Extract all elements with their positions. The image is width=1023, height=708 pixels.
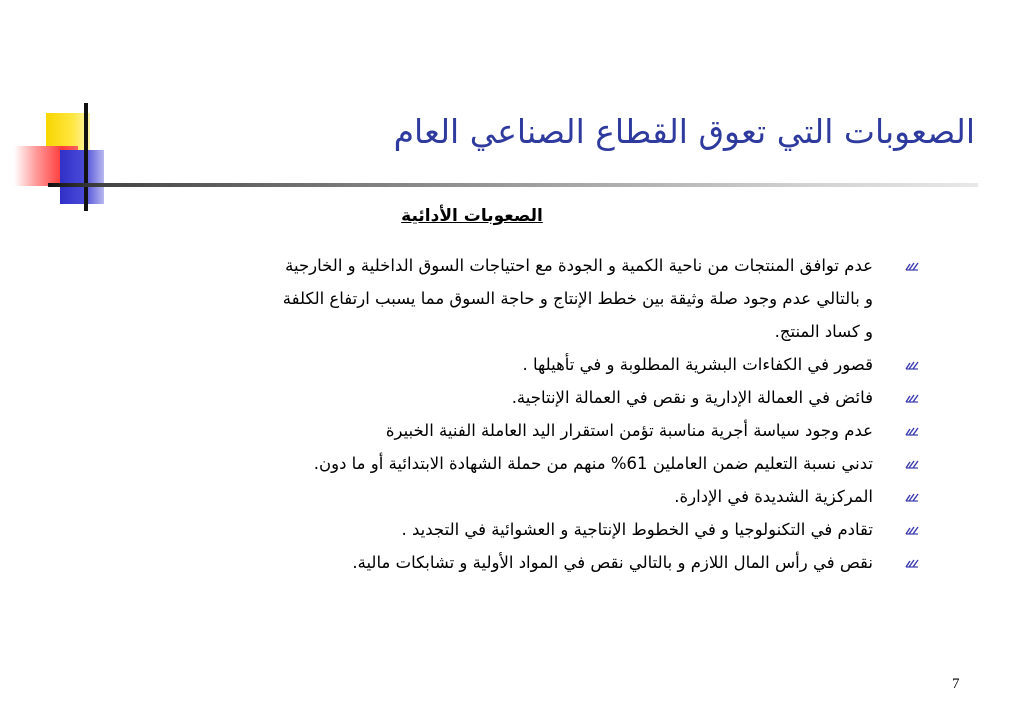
bullet-item (135, 414, 895, 447)
logo-blue-square (60, 150, 104, 204)
bullet-list (135, 249, 895, 579)
bullet-item (135, 513, 895, 546)
section-subheading: الصعوبات الأدائية (401, 206, 543, 226)
bullet-text-line: عدم وجود سياسة أجرية مناسبة تؤمن استقرار اليد العاملة الفنية الخبيرة (385, 421, 873, 440)
page-number: 7 (952, 676, 960, 692)
bullet-text-line: المركزية الشديدة في الإدارة. (674, 487, 873, 506)
diagonal-stripes-bullet-icon (905, 426, 919, 436)
bullet-item (135, 447, 895, 480)
diagonal-stripes-bullet-icon (905, 558, 919, 568)
diagonal-stripes-bullet-icon (905, 492, 919, 502)
title-divider (48, 183, 978, 187)
diagonal-stripes-bullet-icon (905, 393, 919, 403)
logo-vertical-line (84, 103, 88, 211)
bullet-item (135, 480, 895, 513)
diagonal-stripes-bullet-icon (905, 261, 919, 271)
bullet-text-line: تقادم في التكنولوجيا و في الخطوط الإنتاجية و العشوائية في التجديد . (401, 520, 873, 539)
bullet-item (135, 546, 895, 579)
diagonal-stripes-bullet-icon (905, 459, 919, 469)
bullet-text-line: قصور في الكفاءات البشرية المطلوبة و في تأهيلها . (522, 355, 873, 374)
slide-title: الصعوبات التي تعوق القطاع الصناعي العام (393, 112, 975, 151)
bullet-item (135, 348, 895, 381)
bullet-item (135, 381, 895, 414)
bullet-text-line: عدم توافق المنتجات من ناحية الكمية و الجودة مع احتياجات السوق الداخلية و الخارجية (285, 256, 873, 275)
diagonal-stripes-bullet-icon (905, 360, 919, 370)
diagonal-stripes-bullet-icon (905, 525, 919, 535)
bullet-text-line: نقص في رأس المال اللازم و بالتالي نقص في المواد الأولية و تشابكات مالية. (352, 553, 873, 572)
bullet-text-line: و كساد المنتج. (774, 322, 873, 341)
bullet-item (135, 249, 895, 348)
bullet-text-line: تدني نسبة التعليم ضمن العاملين 61% منهم من حملة الشهادة الابتدائية أو ما دون. (313, 454, 873, 473)
bullet-text-line: و بالتالي عدم وجود صلة وثيقة بين خطط الإنتاج و حاجة السوق مما يسبب ارتفاع الكلفة (282, 289, 873, 308)
bullet-text-line: فائض في العمالة الإدارية و نقص في العمالة الإنتاجية. (511, 388, 873, 407)
